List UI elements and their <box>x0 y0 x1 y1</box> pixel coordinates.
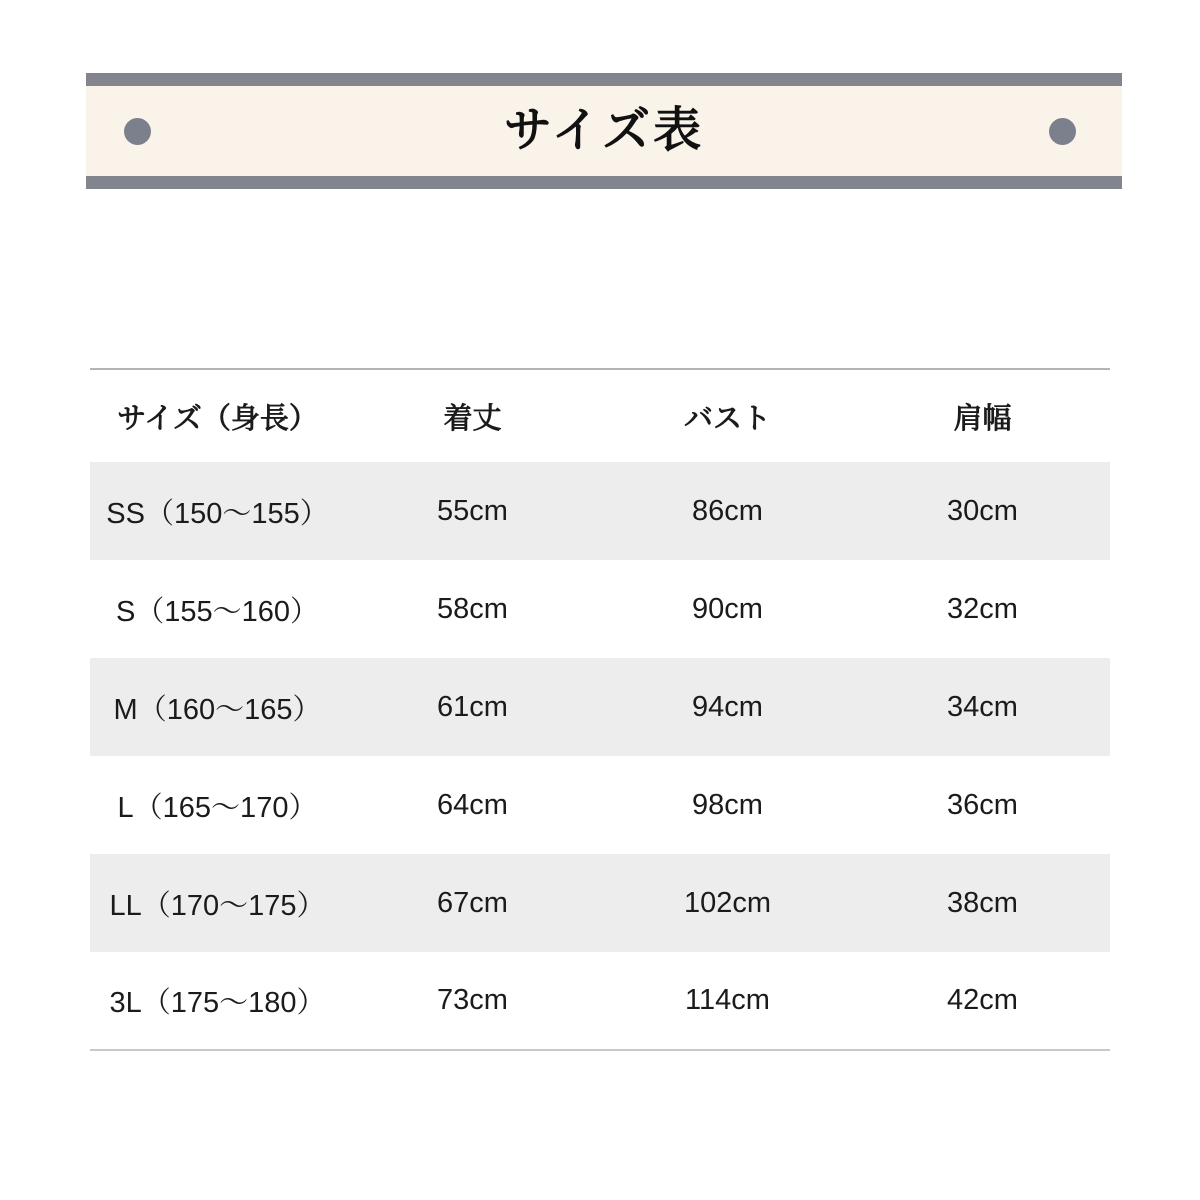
table-row-m <box>90 658 1110 756</box>
shoulder-cell: 38cm <box>947 886 1018 919</box>
size-cell: S（155〜160） <box>115 595 320 628</box>
banner-top-bar <box>86 73 1122 86</box>
column-header-shoulder: 肩幅 <box>855 369 1110 462</box>
table-row-l <box>90 756 1110 854</box>
size-chart-banner <box>86 73 1122 189</box>
size-table-body <box>90 462 1110 1050</box>
table-row-3l <box>90 952 1110 1050</box>
size-cell: SS（150〜155） <box>106 497 329 530</box>
page-title: サイズ表 <box>503 104 705 157</box>
banner-right-dot-icon <box>1049 118 1076 145</box>
bust-cell: 98cm <box>692 788 763 821</box>
table-row-ss <box>90 462 1110 560</box>
table-row-s <box>90 560 1110 658</box>
column-header-bust: バスト <box>600 369 855 462</box>
bust-cell: 90cm <box>692 592 763 625</box>
shoulder-cell: 34cm <box>947 690 1018 723</box>
size-cell: L（165〜170） <box>117 791 318 824</box>
column-header-length: 着丈 <box>345 369 600 462</box>
banner-left-dot-icon <box>124 118 151 145</box>
size-cell: 3L（175〜180） <box>109 987 326 1019</box>
length-cell: 73cm <box>437 984 508 1016</box>
size-cell: M（160〜165） <box>113 693 322 726</box>
shoulder-cell: 36cm <box>947 788 1018 821</box>
bust-cell: 102cm <box>683 886 772 919</box>
banner-body <box>86 86 1122 176</box>
shoulder-cell: 32cm <box>947 592 1018 625</box>
bust-cell: 114cm <box>685 984 770 1016</box>
length-cell: 67cm <box>437 886 508 919</box>
table-header-row <box>90 369 1110 462</box>
size-table <box>90 368 1110 1051</box>
table-row-ll <box>90 854 1110 952</box>
size-cell: LL（170〜175） <box>109 889 326 922</box>
column-header-size-height: サイズ（身長） <box>90 369 345 462</box>
length-cell: 64cm <box>437 788 508 821</box>
shoulder-cell: 30cm <box>947 494 1018 527</box>
length-cell: 58cm <box>437 592 508 625</box>
shoulder-cell: 42cm <box>947 984 1018 1016</box>
bust-cell: 86cm <box>692 494 763 527</box>
length-cell: 61cm <box>437 690 508 723</box>
banner-bottom-bar <box>86 176 1122 189</box>
length-cell: 55cm <box>437 494 508 527</box>
bust-cell: 94cm <box>692 690 763 723</box>
size-table-head <box>90 369 1110 462</box>
